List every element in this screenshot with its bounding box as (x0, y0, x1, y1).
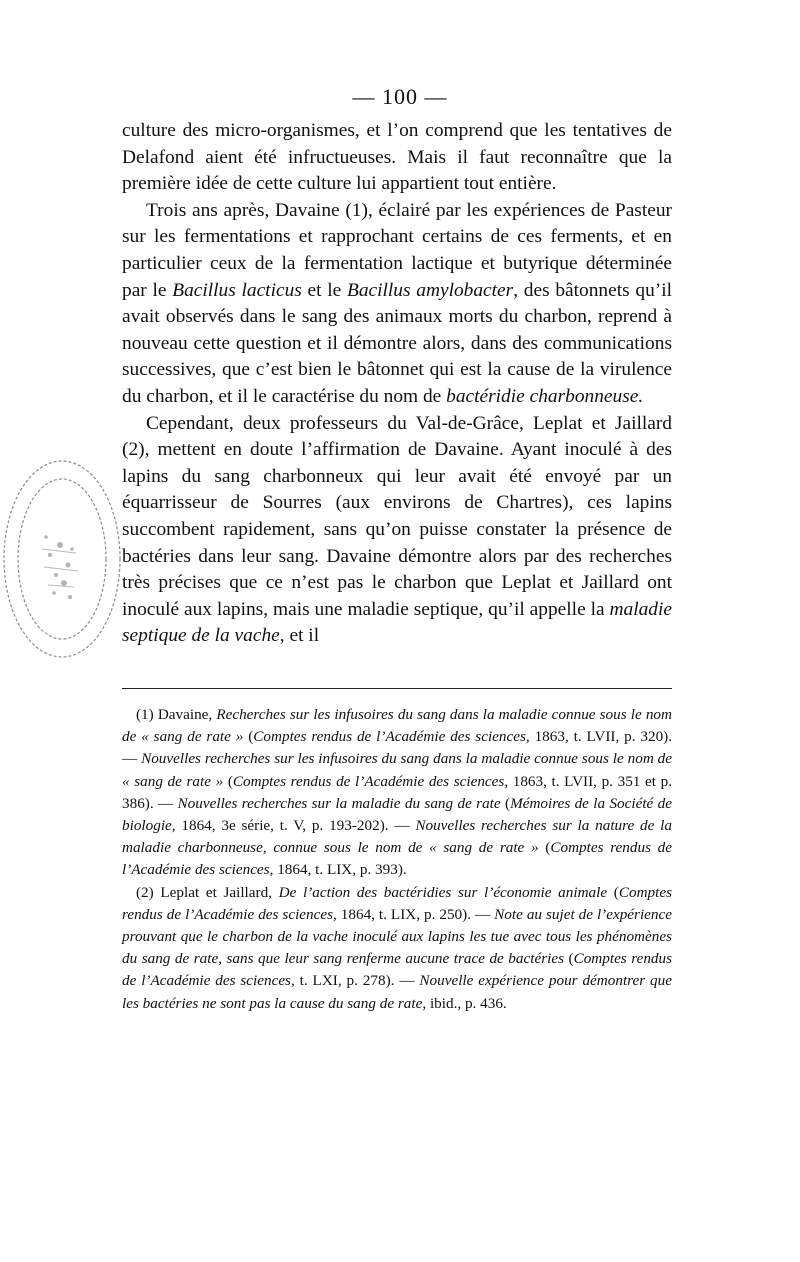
italic-text: Mémoires de la Société de biologie (122, 794, 672, 835)
text-run: ( (563, 950, 574, 968)
text-run: ( (223, 772, 233, 790)
italic-text: bactéridie charbonneuse. (446, 385, 644, 407)
text-run: (2) Leplat et Jaillard, (136, 883, 279, 901)
text-run: (1) Davaine, (136, 706, 217, 723)
paragraph (122, 198, 672, 411)
italic-text: Comptes rendus de l’Académie des sciences (253, 728, 526, 746)
body-text (122, 118, 672, 650)
italic-text: Note au sujet de l’expérience prouvant que le charbon de la vache inoculé aux lapins les tue avec tous les phénomènes du sang de rate, sans que leur sang renferme aucune trace de bactéries (122, 905, 672, 968)
italic-text: Comptes rendus de l’Académie des sciences (122, 883, 672, 923)
text-run: , 1863, t. LVII, p. 320). — (122, 728, 673, 768)
text-run: ( (500, 794, 511, 812)
italic-text: Nouvelles recherches sur la nature de la maladie charbonneuse, connue sous le nom de « sang de rate » (122, 817, 672, 857)
page-number: — 100 — (352, 84, 448, 109)
italic-text: maladie septique de la vache (122, 598, 672, 647)
italic-text: Nouvelles recherches sur les infusoires du sang dans la maladie connue sous le nom de « sang de rate » (122, 750, 673, 790)
text-run: , 1864, t. LIX, p. 250). — (333, 905, 495, 923)
text-run: et le (301, 279, 347, 301)
text-run: ( (538, 839, 551, 857)
text-run: Cependant, deux professeurs du Val-de-Grâce, Leplat et Jaillard (2), mettent en doute l’affirmation de Davaine. Ayant inoculé à des lapins du sang charbonneux qui leur avait été envoyé par un équarrisseur de Sourres (aux environs de Chartres), ces lapins succombent rapidement, sans qu’on puisse constater la présence de bactéries dans leur sang. Davaine démontre alors par des recherches très précises que ce n’est pas le charbon que Leplat et Jaillard ont inoculé aux lapins, mais une maladie septique, qu’il appelle la (122, 412, 672, 620)
footnote-separator (122, 688, 672, 689)
text-run: Trois ans après, Davaine (1), éclairé par les expériences de Pasteur sur les fermentations et rapprochant certains de ces ferments, et en particulier ceux de la fermentation lactique et butyrique déterminée par le (122, 199, 672, 301)
italic-text: Nouvelles recherches sur la maladie du sang de rate (177, 794, 501, 812)
italic-text: Nouvelle expérience pour démontrer que les bactéries ne sont pas la cause du sang de rate (122, 972, 672, 1012)
footnote (122, 882, 672, 1015)
paragraph (122, 118, 672, 198)
library-stamp-icon (2, 455, 128, 667)
text-run: , 1864, 3e série, t. V, p. 193-202). — (171, 817, 416, 835)
italic-text: Bacillus lacticus (172, 279, 302, 301)
text-run: , 1863, t. LVII, p. 351 et p. 386). — (122, 772, 672, 812)
text-run: , ibid., p. 436. (422, 994, 507, 1012)
text-run: , des bâtonnets qu’il avait observés dans le sang des animaux morts du charbon, reprend à nouveau cette question et il démontre alors, dans des communications successives, que c’est bien le bâtonnet qui est la cause de la virulence du charbon, et il le caractérise du nom de (122, 279, 672, 407)
footnote (122, 704, 672, 882)
italic-text: Recherches sur les infusoires du sang dans la maladie connue sous le nom de « sang de rate » (122, 706, 672, 746)
italic-text: Bacillus amylobacter (346, 279, 514, 301)
italic-text: De l’action des bactéridies sur l’économie animale (278, 883, 608, 901)
italic-text: Comptes rendus de l’Académie des sciences (232, 772, 505, 790)
text-run: , et il (279, 625, 320, 647)
italic-text: Comptes rendus de l’Académie des sciences (122, 950, 673, 990)
text-run: ( (243, 728, 254, 746)
text-run: ( (607, 883, 619, 901)
text-run: , t. LXI, p. 278). — (290, 972, 420, 990)
italic-text: Comptes rendus de l’Académie des sciences (122, 839, 673, 879)
footnotes (122, 704, 672, 1015)
paragraph (122, 411, 672, 650)
text-run: , 1864, t. LIX, p. 393). (269, 861, 407, 879)
text-run: culture des micro-organismes, et l’on comprend que les tentatives de Delafond aient été infructueuses. Mais il faut reconnaître que la première idée de cette culture lui appartient tout entière. (122, 120, 672, 195)
